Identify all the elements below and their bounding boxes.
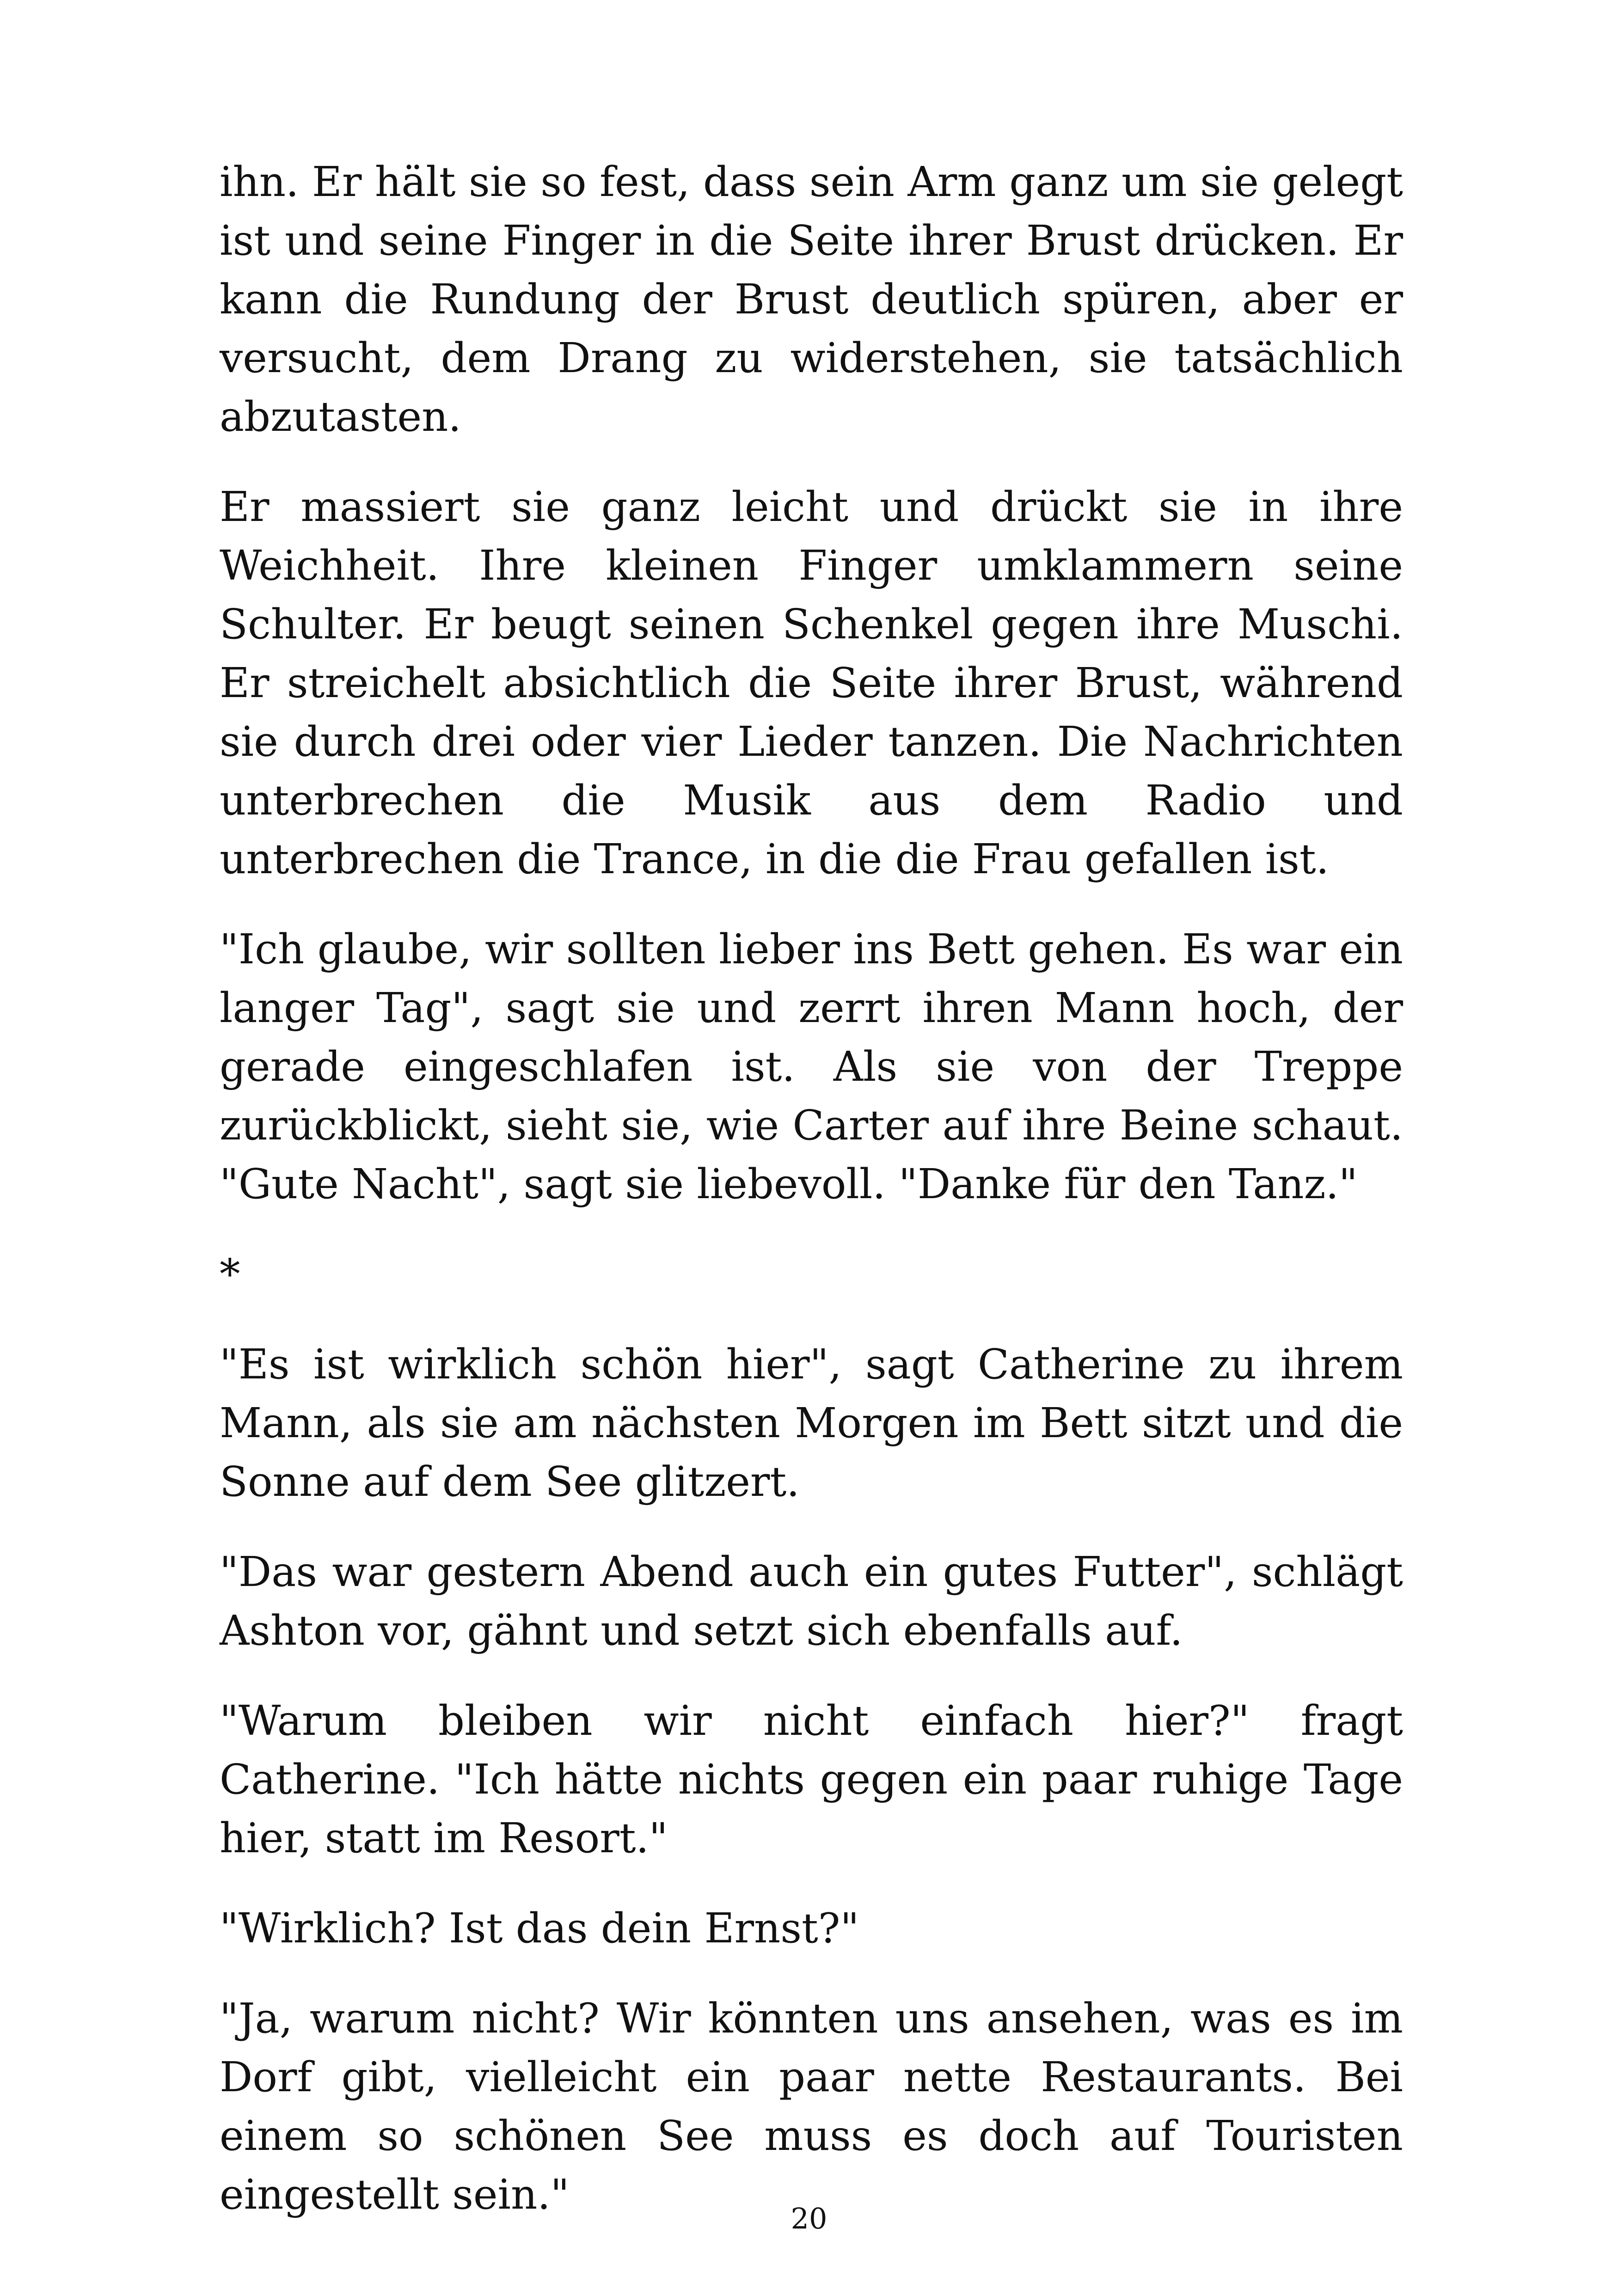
paragraph-3: "Ich glaube, wir sollten lieber ins Bett gehen. Es war ein langer Tag", sagt sie und zerrt ihren Mann hoch, der gerade eingeschlafen ist. Als sie von der Treppe zurückblickt, sieht sie, wie Carter auf ihre Beine schaut. "Gute Nacht", sagt sie liebevoll. "Danke für den Tanz." [220,925,1403,1208]
paragraph-7: "Wirklich? Ist das dein Ernst?" [220,1904,859,1952]
paragraph-1: ihn. Er hält sie so fest, dass sein Arm ganz um sie gelegt ist und seine Finger in die Seite ihrer Brust drücken. Er kann die Rundung der Brust deutlich spüren, aber er versucht, dem Drang zu widerstehen, sie tatsächlich abzutasten. [220,158,1403,441]
paragraph-4: "Es ist wirklich schön hier", sagt Catherine zu ihrem Mann, als sie am nächsten Morgen im Bett sitzt und die Sonne auf dem See glitzert. [220,1340,1403,1506]
paragraph-5: "Das war gestern Abend auch ein gutes Futter", schlägt Ashton vor, gähnt und setzt sich ebenfalls auf. [220,1548,1403,1654]
page-number: 20 [791,2202,827,2235]
paragraph-8: "Ja, warum nicht? Wir könnten uns ansehen, was es im Dorf gibt, vielleicht ein paar nette Restaurants. Bei einem so schönen See muss es doch auf Touristen eingestellt sein." [220,1994,1403,2218]
paragraph-6: "Warum bleiben wir nicht einfach hier?" fragt Catherine. "Ich hätte nichts gegen ein paar ruhige Tage hier, statt im Resort." [220,1696,1403,1862]
paragraph-2: Er massiert sie ganz leicht und drückt sie in ihre Weichheit. Ihre kleinen Finger umklammern seine Schulter. Er beugt seinen Schenkel gegen ihre Muschi. Er streichelt absichtlich die Seite ihrer Brust, während sie durch drei oder vier Lieder tanzen. Die Nachrichten unterbrechen die Musik aus dem Radio und unterbrechen die Trance, in die die Frau gefallen ist. [220,483,1403,883]
scene-separator: * [220,1250,240,1298]
page-body [220,153,1403,2255]
